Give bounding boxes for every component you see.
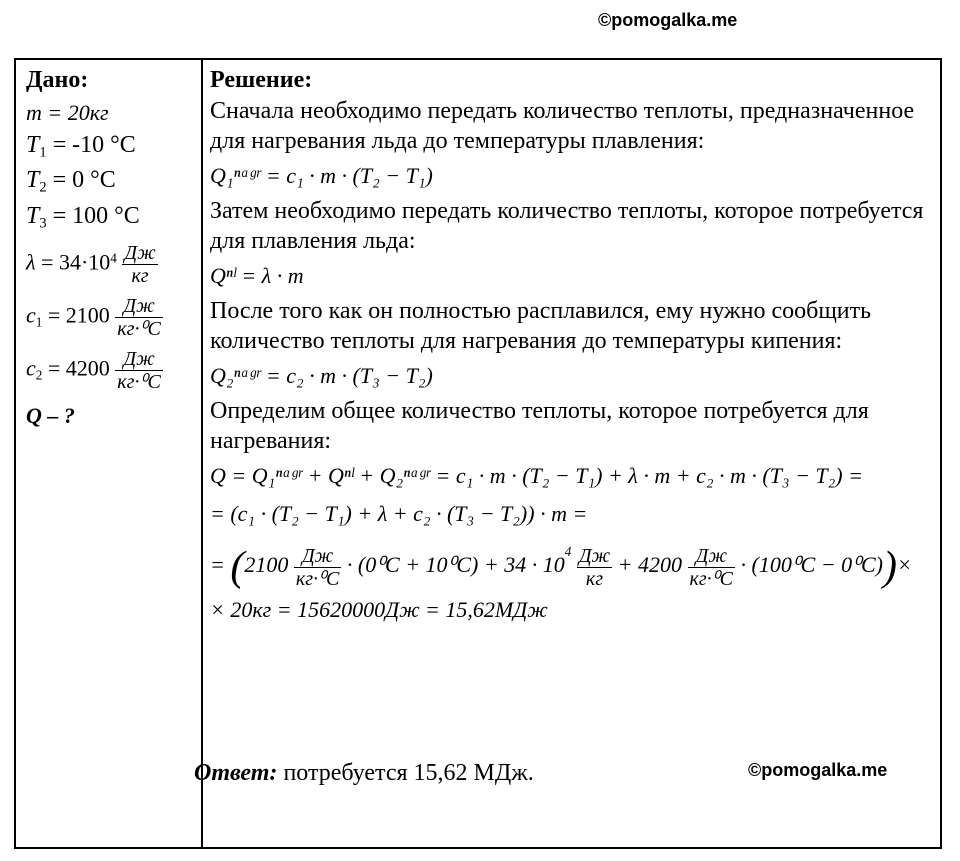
formula-total-factored: = (c₁ · (T₂ − T₁) + λ + c₂ · (T₃ − T₂)) · m = xyxy=(210,501,588,526)
solution-column xyxy=(210,64,935,630)
given-unknown: Q – ? xyxy=(26,402,75,428)
watermark-bottom: ©pomogalka.me xyxy=(748,760,888,780)
solution-header: Решение: xyxy=(210,67,313,93)
given-t2: $T_2 = 0$ °C xyxy=(26,167,116,196)
solution-paragraph-1: Сначала необходимо передать количество теплоты, предназначенное для нагревания льда до температуры плавления: xyxy=(210,98,915,154)
formula-melting: Qⁿˡ = λ · m xyxy=(210,263,304,288)
formula-heating-water: Q₂ⁿᵃᵍʳ = c₂ · m · (T₃ − T₂) xyxy=(210,363,433,388)
given-c2: $c_2 = 4200$ $\frac{Дж}{\text{кг·⁰C}}$ xyxy=(26,347,161,393)
answer-text: потребуется 15,62 МДж. xyxy=(277,760,534,786)
formula-total: Q = Q₁ⁿᵃᵍʳ + Qⁿˡ + Q₂ⁿᵃᵍʳ = c₁ · m · (T₂ − T₁) + λ · m + c₂ · m · (T₃ − T₂) = xyxy=(210,463,863,488)
formula-result: × 20кг = 15620000Дж = 15,62МДж xyxy=(210,596,548,622)
answer-label: Ответ: xyxy=(194,760,278,786)
formula-substitution: = (2100 $\frac{Дж}{\text{кг·⁰C}}$ · $(0^0C + 10^0C) + 34 \cdot 10^4$ $\frac{Дж}{кг}$ + 4200 $\frac{Дж}{\text{кг·⁰C}}$ · (100⁰C − 0⁰C))× xyxy=(210,544,912,591)
column-divider xyxy=(201,60,203,847)
formula-heating-ice: Q₁ⁿᵃᵍʳ = c₁ · m · (T₂ − T₁) xyxy=(210,163,433,188)
given-t3: $T_3 = 100$ °C xyxy=(26,202,140,231)
solution-paragraph-2: Затем необходимо передать количество теплоты, которое потребуется для плавления льда: xyxy=(210,198,924,254)
given-column xyxy=(26,64,196,429)
given-t1: $T_1 = -10$ °C xyxy=(26,132,136,161)
solution-paragraph-4: Определим общее количество теплоты, которое потребуется для нагревания: xyxy=(210,398,869,454)
given-mass: m = 20кг xyxy=(26,100,109,125)
solution-paragraph-3: После того как он полностью расплавился, ему нужно сообщить количество теплоты для нагревания до температуры кипения: xyxy=(210,298,872,354)
given-header: Дано: xyxy=(26,67,89,93)
given-c1: $c_1 = 2100$ $\frac{Дж}{\text{кг·⁰C}}$ xyxy=(26,294,161,340)
watermark-top: ©pomogalka.me xyxy=(598,10,738,30)
solution-table xyxy=(14,58,942,849)
answer-line xyxy=(194,760,534,787)
given-lambda: $\lambda = 34\cdot 10^4$ $\frac{Дж}{кг}$ xyxy=(26,241,156,287)
